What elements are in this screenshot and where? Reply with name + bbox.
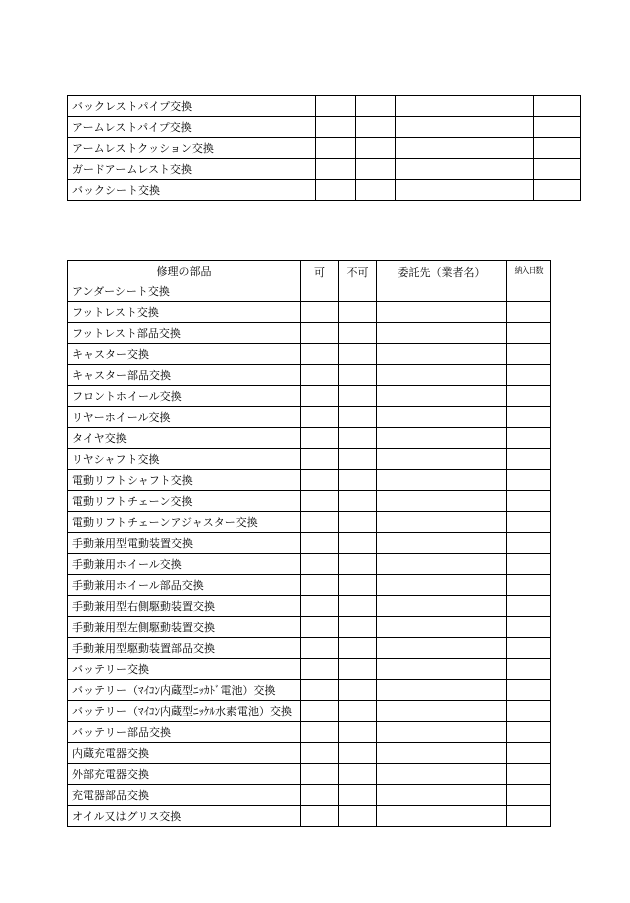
empty-cell xyxy=(377,743,507,764)
empty-cell xyxy=(377,722,507,743)
table-row xyxy=(68,638,551,659)
repair-item-label: 充電器部品交換 xyxy=(68,785,301,806)
empty-cell xyxy=(377,533,507,554)
empty-cell xyxy=(396,138,534,159)
empty-cell xyxy=(507,533,551,554)
empty-cell xyxy=(507,428,551,449)
empty-cell xyxy=(339,491,377,512)
empty-cell xyxy=(377,554,507,575)
empty-cell xyxy=(301,365,339,386)
header-ok: 可 xyxy=(301,261,339,302)
empty-cell xyxy=(339,344,377,365)
empty-cell xyxy=(339,722,377,743)
empty-cell xyxy=(507,554,551,575)
repair-item-label: 手動兼用型駆動装置部品交換 xyxy=(68,638,301,659)
empty-cell xyxy=(339,386,377,407)
empty-cell xyxy=(301,764,339,785)
empty-cell xyxy=(339,365,377,386)
header-contractor: 委託先（業者名） xyxy=(377,261,507,302)
empty-cell xyxy=(507,743,551,764)
table-row xyxy=(68,533,551,554)
repair-item-label: キャスター交換 xyxy=(68,344,301,365)
empty-cell xyxy=(301,743,339,764)
empty-cell xyxy=(301,512,339,533)
empty-cell xyxy=(316,159,356,180)
empty-cell xyxy=(377,785,507,806)
empty-cell xyxy=(301,680,339,701)
empty-cell xyxy=(339,743,377,764)
header-ng: 不可 xyxy=(339,261,377,302)
empty-cell xyxy=(339,575,377,596)
empty-cell xyxy=(377,428,507,449)
empty-cell xyxy=(301,470,339,491)
empty-cell xyxy=(301,617,339,638)
table-row xyxy=(68,512,551,533)
empty-cell xyxy=(507,680,551,701)
empty-cell xyxy=(339,470,377,491)
table-row xyxy=(68,743,551,764)
empty-cell xyxy=(396,180,534,201)
table-row xyxy=(68,701,551,722)
empty-cell xyxy=(377,323,507,344)
repair-item-label: 手動兼用型左側駆動装置交換 xyxy=(68,617,301,638)
empty-cell xyxy=(507,407,551,428)
empty-cell xyxy=(356,180,396,201)
empty-cell xyxy=(377,344,507,365)
repair-item-label: 電動リフトチェーン交換 xyxy=(68,491,301,512)
empty-cell xyxy=(301,785,339,806)
table-row xyxy=(68,180,581,201)
empty-cell xyxy=(396,117,534,138)
repair-item-label: バッテリー部品交換 xyxy=(68,722,301,743)
empty-cell xyxy=(507,470,551,491)
table-row xyxy=(68,117,581,138)
empty-cell xyxy=(301,575,339,596)
empty-cell xyxy=(316,96,356,117)
empty-cell xyxy=(507,638,551,659)
repair-item-label: 手動兼用ホイール部品交換 xyxy=(68,575,301,596)
repair-item-label: ガードアームレスト交換 xyxy=(68,159,316,180)
empty-cell xyxy=(377,575,507,596)
empty-cell xyxy=(339,659,377,680)
header-row xyxy=(68,261,551,282)
empty-cell xyxy=(377,470,507,491)
empty-cell xyxy=(507,806,551,827)
empty-cell xyxy=(316,180,356,201)
header-days: 納入日数 xyxy=(507,261,551,302)
empty-cell xyxy=(534,138,581,159)
empty-cell xyxy=(339,806,377,827)
empty-cell xyxy=(534,159,581,180)
empty-cell xyxy=(301,596,339,617)
empty-cell xyxy=(339,764,377,785)
empty-cell xyxy=(377,701,507,722)
empty-cell xyxy=(377,365,507,386)
repair-item-label: タイヤ交換 xyxy=(68,428,301,449)
empty-cell xyxy=(377,617,507,638)
empty-cell xyxy=(507,365,551,386)
empty-cell xyxy=(339,617,377,638)
table-row xyxy=(68,806,551,827)
repair-table-top-body xyxy=(68,96,581,201)
table-row xyxy=(68,575,551,596)
empty-cell xyxy=(301,344,339,365)
repair-item-label: オイル又はグリス交換 xyxy=(68,806,301,827)
repair-item-label: 手動兼用ホイール交換 xyxy=(68,554,301,575)
empty-cell xyxy=(377,596,507,617)
empty-cell xyxy=(377,449,507,470)
repair-item-label: アームレストパイプ交換 xyxy=(68,117,316,138)
empty-cell xyxy=(377,302,507,323)
repair-table-main-body xyxy=(68,302,551,827)
empty-cell xyxy=(301,323,339,344)
empty-cell xyxy=(339,638,377,659)
empty-cell xyxy=(301,491,339,512)
empty-cell xyxy=(301,449,339,470)
table-row xyxy=(68,617,551,638)
table-row xyxy=(68,344,551,365)
empty-cell xyxy=(377,764,507,785)
repair-item-label: バックレストパイプ交換 xyxy=(68,96,316,117)
empty-cell xyxy=(339,533,377,554)
empty-cell xyxy=(396,96,534,117)
repair-item-label: フロントホイール交換 xyxy=(68,386,301,407)
table-row xyxy=(68,449,551,470)
empty-cell xyxy=(507,764,551,785)
repair-item-label: 電動リフトチェーンアジャスター交換 xyxy=(68,512,301,533)
empty-cell xyxy=(301,407,339,428)
empty-cell xyxy=(301,302,339,323)
empty-cell xyxy=(339,302,377,323)
table-row xyxy=(68,554,551,575)
repair-item-label: バッテリー交換 xyxy=(68,659,301,680)
empty-cell xyxy=(507,722,551,743)
empty-cell xyxy=(377,386,507,407)
empty-cell xyxy=(507,302,551,323)
table-row xyxy=(68,428,551,449)
empty-cell xyxy=(507,323,551,344)
empty-cell xyxy=(339,596,377,617)
empty-cell xyxy=(301,659,339,680)
empty-cell xyxy=(301,386,339,407)
empty-cell xyxy=(377,407,507,428)
empty-cell xyxy=(507,617,551,638)
empty-cell xyxy=(339,554,377,575)
table-row xyxy=(68,764,551,785)
empty-cell xyxy=(301,533,339,554)
empty-cell xyxy=(301,701,339,722)
empty-cell xyxy=(301,554,339,575)
repair-item-label: アームレストクッション交換 xyxy=(68,138,316,159)
table-row xyxy=(68,596,551,617)
repair-item-label: 電動リフトシャフト交換 xyxy=(68,470,301,491)
empty-cell xyxy=(507,386,551,407)
repair-table-top xyxy=(67,95,581,201)
empty-cell xyxy=(316,117,356,138)
empty-cell xyxy=(507,491,551,512)
empty-cell xyxy=(356,138,396,159)
empty-cell xyxy=(507,659,551,680)
table-row xyxy=(68,722,551,743)
empty-cell xyxy=(507,785,551,806)
empty-cell xyxy=(301,806,339,827)
empty-cell xyxy=(534,180,581,201)
empty-cell xyxy=(301,428,339,449)
table-row xyxy=(68,407,551,428)
repair-item-label: 手動兼用型右側駆動装置交換 xyxy=(68,596,301,617)
repair-item-label: 内蔵充電器交換 xyxy=(68,743,301,764)
empty-cell xyxy=(377,806,507,827)
table-row xyxy=(68,680,551,701)
repair-item-label: リヤーホイール交換 xyxy=(68,407,301,428)
empty-cell xyxy=(339,407,377,428)
empty-cell xyxy=(339,680,377,701)
table-row xyxy=(68,323,551,344)
empty-cell xyxy=(339,785,377,806)
table-row xyxy=(68,159,581,180)
table-row xyxy=(68,470,551,491)
empty-cell xyxy=(377,659,507,680)
empty-cell xyxy=(507,344,551,365)
empty-cell xyxy=(356,159,396,180)
empty-cell xyxy=(507,575,551,596)
empty-cell xyxy=(377,680,507,701)
repair-item-label: キャスター部品交換 xyxy=(68,365,301,386)
table-row xyxy=(68,138,581,159)
table-row xyxy=(68,365,551,386)
empty-cell xyxy=(339,323,377,344)
repair-table-main xyxy=(67,260,551,827)
empty-cell xyxy=(507,701,551,722)
repair-item-label: バッテリー（ﾏｲｺﾝ内蔵型ﾆｯｹﾙ水素電池）交換 xyxy=(68,701,301,722)
empty-cell xyxy=(356,96,396,117)
repair-item-label: バッテリー（ﾏｲｺﾝ内蔵型ﾆｯｶﾄﾞ電池）交換 xyxy=(68,680,301,701)
empty-cell xyxy=(301,722,339,743)
empty-cell xyxy=(507,512,551,533)
empty-cell xyxy=(507,596,551,617)
empty-cell xyxy=(339,512,377,533)
table-row xyxy=(68,302,551,323)
empty-cell xyxy=(396,159,534,180)
repair-item-label: 手動兼用型電動装置交換 xyxy=(68,533,301,554)
empty-cell xyxy=(339,449,377,470)
repair-item-label: 外部充電器交換 xyxy=(68,764,301,785)
empty-cell xyxy=(507,449,551,470)
repair-item-label: フットレスト部品交換 xyxy=(68,323,301,344)
table-row xyxy=(68,491,551,512)
empty-cell xyxy=(339,701,377,722)
table-row xyxy=(68,659,551,680)
empty-cell xyxy=(534,117,581,138)
repair-item-label: フットレスト交換 xyxy=(68,302,301,323)
repair-item-label: アンダーシート交換 xyxy=(68,281,301,302)
table-row xyxy=(68,785,551,806)
repair-item-label: バックシート交換 xyxy=(68,180,316,201)
empty-cell xyxy=(301,638,339,659)
empty-cell xyxy=(377,512,507,533)
empty-cell xyxy=(377,491,507,512)
repair-item-label: リヤシャフト交換 xyxy=(68,449,301,470)
table-row xyxy=(68,386,551,407)
header-part: 修理の部品 xyxy=(68,261,301,282)
empty-cell xyxy=(316,138,356,159)
empty-cell xyxy=(356,117,396,138)
empty-cell xyxy=(534,96,581,117)
table-row xyxy=(68,96,581,117)
empty-cell xyxy=(339,428,377,449)
empty-cell xyxy=(377,638,507,659)
